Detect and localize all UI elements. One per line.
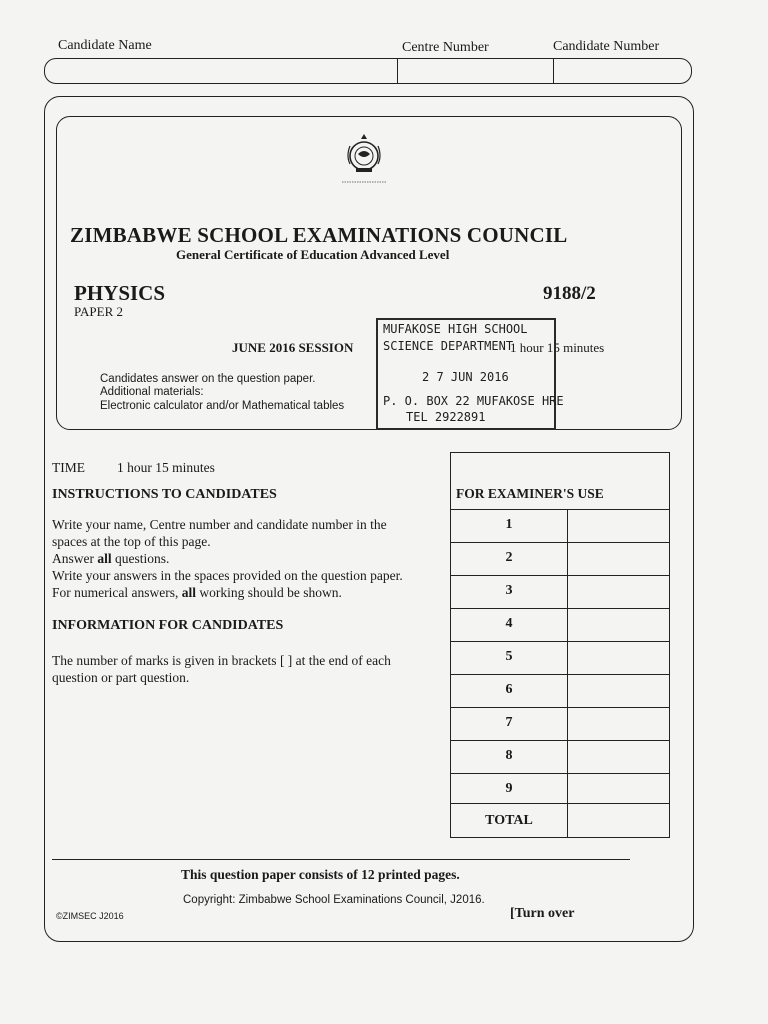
table-row: 8	[451, 740, 669, 774]
candidate-number-field[interactable]	[555, 59, 689, 83]
instruction-line: spaces at the top of this page.	[52, 534, 211, 549]
instruction-line: Write your answers in the spaces provided on the question paper.	[52, 568, 403, 583]
table-row: 2	[451, 542, 669, 576]
materials-line-3: Electronic calculator and/or Mathematical tables	[100, 400, 345, 412]
information-heading: INFORMATION FOR CANDIDATES	[52, 618, 284, 633]
centre-number-field[interactable]	[399, 59, 551, 83]
table-row: 6	[451, 674, 669, 708]
table-row: 3	[451, 575, 669, 609]
table-row: 7	[451, 707, 669, 741]
time-value: 1 hour 15 minutes	[117, 460, 215, 475]
candidate-details-strip	[44, 58, 692, 84]
table-row: 5	[451, 641, 669, 675]
information-body	[52, 652, 452, 686]
instructions-heading: INSTRUCTIONS TO CANDIDATES	[52, 487, 277, 502]
time-label: TIME	[52, 460, 85, 475]
materials-line-1: Candidates answer on the question paper.	[100, 373, 316, 385]
certificate-level: General Certificate of Education Advanced Level	[176, 247, 450, 262]
mark-cell[interactable]	[567, 675, 669, 708]
footer-divider	[52, 859, 630, 860]
mark-cell[interactable]	[567, 708, 669, 741]
turn-over-note: [Turn over	[510, 906, 575, 921]
information-line: question or part question.	[52, 670, 190, 685]
strip-divider	[397, 59, 398, 83]
examiner-heading: FOR EXAMINER'S USE	[456, 486, 604, 501]
instructions-body	[52, 516, 452, 601]
session-label: JUNE 2016 SESSION	[232, 340, 354, 355]
examiner-use-table	[450, 452, 670, 838]
candidate-number-label: Candidate Number	[553, 39, 660, 54]
mark-cell[interactable]	[567, 642, 669, 675]
stamp-telephone: TEL 2922891	[406, 410, 486, 424]
mark-cell[interactable]	[567, 576, 669, 609]
table-row: 1	[451, 509, 669, 543]
subject-title: PHYSICS	[74, 281, 166, 305]
pages-note: This question paper consists of 12 printed pages.	[181, 867, 460, 882]
copyright-note: Copyright: Zimbabwe School Examinations Council, J2016.	[183, 894, 485, 906]
materials-line-2: Additional materials:	[100, 386, 204, 398]
strip-divider	[553, 59, 554, 83]
candidate-name-field[interactable]	[55, 59, 395, 83]
instruction-line: Write your name, Centre number and candidate number in the	[52, 517, 387, 532]
candidate-name-label: Candidate Name	[58, 38, 152, 53]
information-line: The number of marks is given in brackets [ ] at the end of each	[52, 653, 391, 668]
total-row: TOTAL	[451, 803, 669, 837]
paper-number: PAPER 2	[74, 304, 124, 319]
duration-label: 1 hour 15 minutes	[510, 340, 605, 355]
mark-cell[interactable]	[567, 543, 669, 576]
stamp-department: SCIENCE DEPARTMENT	[383, 339, 514, 353]
table-row: 9	[451, 773, 669, 807]
table-row: 4	[451, 608, 669, 642]
instruction-line: Answer all questions.	[52, 551, 170, 566]
council-title: ZIMBABWE SCHOOL EXAMINATIONS COUNCIL	[70, 223, 568, 247]
mark-cell[interactable]	[567, 609, 669, 642]
mark-cell[interactable]	[567, 741, 669, 774]
zimsec-code: ©ZIMSEC J2016	[56, 911, 124, 921]
stamp-date: 2 7 JUN 2016	[422, 370, 509, 384]
paper-code: 9188/2	[543, 283, 596, 304]
stamp-school: MUFAKOSE HIGH SCHOOL	[383, 322, 528, 336]
instruction-line: For numerical answers, all working should be shown.	[52, 585, 342, 600]
total-cell[interactable]	[567, 804, 669, 837]
stamp-address: P. O. BOX 22 MUFAKOSE HRE	[383, 394, 564, 408]
zimsec-crest-icon	[334, 130, 394, 188]
mark-cell[interactable]	[567, 510, 669, 543]
centre-number-label: Centre Number	[402, 40, 489, 55]
